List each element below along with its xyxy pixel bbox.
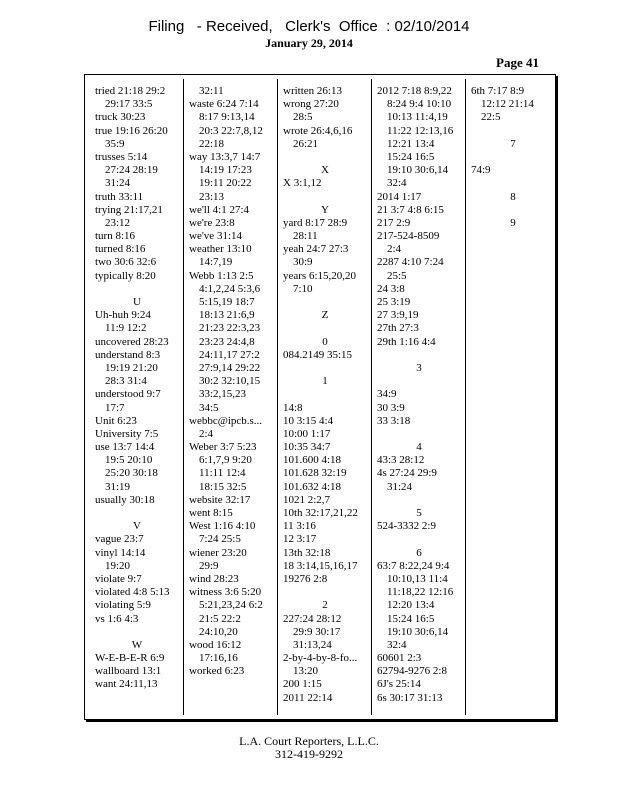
index-entry: 21 3:7 4:8 6:15 bbox=[377, 203, 444, 216]
section-letter-heading: W bbox=[131, 638, 143, 651]
index-entry-continuation: 20:3 22:7,8,12 bbox=[199, 124, 263, 137]
index-entry-continuation: 33:2,15,23 bbox=[199, 388, 247, 401]
index-entry: witness 3:6 5:20 bbox=[189, 586, 262, 599]
index-entry-continuation: 32:4 bbox=[387, 177, 407, 190]
index-entry: years 6:15,20,20 bbox=[283, 269, 357, 282]
index-column-2 bbox=[189, 85, 273, 678]
index-entry: 6J's 25:14 bbox=[377, 678, 421, 691]
blank-line bbox=[283, 362, 367, 375]
index-entry-continuation: 28:5 bbox=[293, 111, 313, 124]
index-entry-continuation: 6:1,7,9 9:20 bbox=[199, 454, 252, 467]
index-entry: weather 13:10 bbox=[189, 243, 252, 256]
blank-line bbox=[471, 204, 555, 217]
index-entry-continuation: 35:9 bbox=[105, 137, 125, 150]
index-entry-continuation: 31:13,24 bbox=[293, 638, 332, 651]
index-entry-continuation: 19:5 20:10 bbox=[105, 454, 153, 467]
index-entry: 200 1:15 bbox=[283, 678, 322, 691]
index-entry: worked 6:23 bbox=[189, 665, 245, 678]
index-entry-continuation: 19:20 bbox=[105, 559, 131, 572]
blank-line bbox=[471, 151, 555, 164]
index-entry: 6s 30:17 31:13 bbox=[377, 691, 443, 704]
index-entry-continuation: 31:19 bbox=[105, 480, 131, 493]
index-entry: wiener 23:20 bbox=[189, 546, 247, 559]
index-entry-continuation: 25:5 bbox=[387, 269, 407, 282]
blank-line bbox=[471, 125, 555, 138]
index-entry-continuation: 15:24 16:5 bbox=[387, 150, 435, 163]
index-entry: 101.628 32:19 bbox=[283, 467, 347, 480]
section-letter-heading: 0 bbox=[322, 335, 328, 348]
index-entry: 62794-9276 2:8 bbox=[377, 665, 447, 678]
index-entry: Weber 3:7 5:23 bbox=[189, 441, 257, 454]
section-letter-heading: 5 bbox=[416, 507, 422, 519]
index-entry: 10:00 1:17 bbox=[283, 427, 331, 440]
index-entry: violated 4:8 5:13 bbox=[95, 586, 170, 599]
index-entry-continuation: 27:24 28:19 bbox=[105, 164, 158, 177]
index-entry: wrong 27:20 bbox=[283, 98, 339, 111]
index-entry: two 30:6 32:6 bbox=[95, 256, 157, 269]
index-entry: 4s 27:24 29:9 bbox=[377, 467, 437, 480]
index-entry-continuation: 23:23 24:4,8 bbox=[199, 335, 255, 348]
index-entry-continuation: 29:9 bbox=[199, 559, 219, 572]
section-letter-heading: 2 bbox=[322, 599, 328, 612]
index-entry-continuation: 14:7,19 bbox=[199, 256, 233, 269]
court-reporter-phone: 312-419-9292 bbox=[275, 747, 343, 761]
section-letter-heading: 8 bbox=[510, 190, 516, 203]
index-entry: 60601 2:3 bbox=[377, 652, 422, 665]
blank-line bbox=[283, 191, 367, 204]
index-entry: trying 21:17,21 bbox=[95, 203, 163, 216]
index-entry: webbc@ipcb.s... bbox=[189, 414, 263, 427]
index-entry-continuation: 25:20 30:18 bbox=[105, 467, 158, 480]
index-entry: 2287 4:10 7:24 bbox=[377, 256, 444, 269]
index-entry-continuation: 19:11 20:22 bbox=[199, 177, 252, 190]
index-entry: Unit 6:23 bbox=[95, 414, 137, 427]
index-entry-continuation: 31:24 bbox=[105, 177, 131, 190]
index-entry: 18 3:14,15,16,17 bbox=[283, 559, 358, 572]
index-entry: uncovered 28:23 bbox=[95, 335, 169, 348]
index-entry-continuation: 24:10,20 bbox=[199, 625, 238, 638]
index-entry: understood 9:7 bbox=[95, 388, 161, 401]
index-entry: vague 23:7 bbox=[95, 533, 144, 546]
index-entry-continuation: 15:24 16:5 bbox=[387, 612, 435, 625]
index-entry: violate 9:7 bbox=[95, 572, 142, 585]
index-entry-continuation: 11:22 12:13,16 bbox=[387, 124, 454, 137]
index-entry-continuation: 7:24 25:5 bbox=[199, 533, 241, 546]
index-entry-continuation: 21:5 22:2 bbox=[199, 612, 241, 625]
index-entry-continuation: 23:13 bbox=[199, 190, 225, 203]
index-entry-continuation: 8:17 9:13,14 bbox=[199, 111, 255, 124]
index-entry: 1021 2:2,7 bbox=[283, 493, 331, 506]
index-entry: X 3:1,12 bbox=[283, 177, 322, 190]
index-entry: violating 5:9 bbox=[95, 599, 151, 612]
index-entry: 24 3:8 bbox=[377, 282, 405, 295]
index-column-5 bbox=[471, 85, 555, 230]
index-entry: 2012 7:18 8:9,22 bbox=[377, 85, 452, 97]
section-letter-heading: 9 bbox=[510, 216, 516, 229]
index-entry: website 32:17 bbox=[189, 493, 251, 506]
blank-line bbox=[377, 428, 461, 441]
index-column-1 bbox=[95, 85, 179, 692]
index-entry: 43:3 28:12 bbox=[377, 454, 425, 467]
blank-line bbox=[95, 626, 179, 639]
index-entry-continuation: 23:12 bbox=[105, 216, 131, 229]
index-entry: 101.632 4:18 bbox=[283, 480, 342, 493]
index-column-3 bbox=[283, 85, 367, 705]
index-entry-continuation: 7:10 bbox=[293, 282, 313, 295]
index-entry: 10:35 34:7 bbox=[283, 441, 331, 454]
index-entry: true 19:16 26:20 bbox=[95, 124, 168, 137]
index-entry-continuation: 18:13 21:6,9 bbox=[199, 309, 255, 322]
index-entry-continuation: 30:9 bbox=[293, 256, 313, 269]
index-entry: 33 3:18 bbox=[377, 414, 411, 427]
index-entry: usually 30:18 bbox=[95, 493, 155, 506]
index-entry-continuation: 12:12 21:14 bbox=[481, 98, 534, 111]
blank-line bbox=[471, 177, 555, 190]
index-entry-continuation: 5:21,23,24 6:2 bbox=[199, 599, 263, 612]
index-page-frame bbox=[84, 74, 556, 720]
index-entry: we've 31:14 bbox=[189, 230, 242, 243]
index-entry-continuation: 10:13 11:4,19 bbox=[387, 111, 448, 124]
section-letter-heading: Z bbox=[321, 309, 329, 322]
index-entry: trusses 5:14 bbox=[95, 150, 148, 163]
index-entry: we'll 4:1 27:4 bbox=[189, 203, 250, 216]
index-entry-continuation: 11:11 12:4 bbox=[199, 467, 246, 480]
index-entry: 227:24 28:12 bbox=[283, 612, 342, 625]
index-entry: 27th 27:3 bbox=[377, 322, 419, 335]
section-letter-heading: 4 bbox=[416, 441, 422, 454]
index-entry-continuation: 17:7 bbox=[105, 401, 125, 414]
blank-line bbox=[377, 533, 461, 546]
index-entry-continuation: 32:11 bbox=[199, 85, 224, 97]
index-entry: 25 3:19 bbox=[377, 296, 411, 308]
index-entry: 2011 22:14 bbox=[283, 691, 333, 704]
blank-line bbox=[283, 296, 367, 309]
index-entry: 10 3:15 4:4 bbox=[283, 414, 334, 427]
section-letter-heading: X bbox=[321, 164, 329, 177]
index-entry-continuation: 32:4 bbox=[387, 638, 407, 651]
index-entry: we're 23:8 bbox=[189, 216, 235, 229]
index-entry-continuation: 22:18 bbox=[199, 137, 225, 150]
index-entry-continuation: 19:19 21:20 bbox=[105, 361, 158, 374]
blank-line bbox=[283, 151, 367, 164]
index-entry-continuation: 14:19 17:23 bbox=[199, 164, 252, 177]
index-entry-continuation: 13:20 bbox=[293, 665, 319, 678]
index-entry: 30 3:9 bbox=[377, 401, 405, 414]
index-entry-continuation: 19:10 30:6,14 bbox=[387, 625, 449, 638]
index-entry: way 13:3,7 14:7 bbox=[189, 150, 261, 163]
index-entry-continuation: 11:18,22 12:16 bbox=[387, 586, 454, 599]
section-letter-heading: 3 bbox=[416, 361, 422, 374]
column-divider bbox=[277, 79, 278, 715]
deposition-date: January 29, 2014 bbox=[265, 36, 353, 50]
index-entry-continuation: 5:15,19 18:7 bbox=[199, 296, 255, 308]
index-entry: turned 8:16 bbox=[95, 243, 146, 256]
index-entry: wallboard 13:1 bbox=[95, 665, 162, 678]
index-entry-continuation: 12:20 13:4 bbox=[387, 599, 435, 612]
index-entry-continuation: 12:21 13:4 bbox=[387, 137, 435, 150]
column-divider bbox=[465, 79, 466, 715]
blank-line bbox=[95, 283, 179, 296]
index-entry-continuation: 2:4 bbox=[387, 243, 402, 256]
index-entry: West 1:16 4:10 bbox=[189, 520, 256, 533]
index-entry: 524-3332 2:9 bbox=[377, 520, 436, 533]
column-divider bbox=[183, 79, 184, 715]
index-entry: 2014 1:17 bbox=[377, 190, 422, 203]
index-entry-continuation: 26:21 bbox=[293, 137, 319, 150]
index-entry: written 26:13 bbox=[283, 85, 342, 97]
index-entry-continuation: 34:5 bbox=[199, 401, 219, 414]
column-divider bbox=[371, 79, 372, 715]
index-entry: 14:8 bbox=[283, 401, 303, 414]
index-entry: yeah 24:7 27:3 bbox=[283, 243, 349, 256]
index-entry: wind 28:23 bbox=[189, 572, 239, 585]
index-entry-continuation: 19:10 30:6,14 bbox=[387, 164, 449, 177]
index-entry: 217-524-8509 bbox=[377, 230, 440, 243]
page-number: Page 41 bbox=[496, 55, 539, 70]
index-entry: waste 6:24 7:14 bbox=[189, 98, 259, 111]
index-entry-continuation: 31:24 bbox=[387, 480, 413, 493]
index-entry-continuation: 4:1,2,24 5:3,6 bbox=[199, 282, 261, 295]
index-entry: Uh-huh 9:24 bbox=[95, 309, 151, 322]
index-entry-continuation: 29:17 33:5 bbox=[105, 98, 153, 111]
blank-line bbox=[283, 388, 367, 401]
index-entry-continuation: 30:2 32:10,15 bbox=[199, 375, 261, 388]
index-entry-continuation: 24:11,17 27:2 bbox=[199, 348, 260, 361]
index-entry: Webb 1:13 2:5 bbox=[189, 269, 254, 282]
index-entry: typically 8:20 bbox=[95, 269, 156, 282]
index-entry: turn 8:16 bbox=[95, 230, 136, 243]
index-entry: went 8:15 bbox=[189, 507, 233, 519]
index-entry: truck 30:23 bbox=[95, 111, 146, 124]
index-entry-continuation: 11:9 12:2 bbox=[105, 322, 147, 335]
section-letter-heading: 1 bbox=[322, 375, 328, 388]
blank-line bbox=[283, 322, 367, 335]
section-letter-heading: Y bbox=[321, 203, 329, 216]
index-entry-continuation: 27:9,14 29:22 bbox=[199, 361, 261, 374]
index-entry: W-E-B-E-R 6:9 bbox=[95, 652, 165, 665]
section-letter-heading: 7 bbox=[510, 137, 516, 150]
blank-line bbox=[377, 349, 461, 362]
index-entry-continuation: 17:16,16 bbox=[199, 652, 238, 665]
index-entry: 101.600 4:18 bbox=[283, 454, 342, 467]
index-entry: 29th 1:16 4:4 bbox=[377, 335, 436, 348]
index-entry: 2-by-4-by-8-fo... bbox=[283, 652, 358, 665]
index-entry: 084.2149 35:15 bbox=[283, 348, 353, 361]
index-entry: vinyl 14:14 bbox=[95, 546, 146, 559]
index-entry: 27 3:9,19 bbox=[377, 309, 419, 322]
filing-stamp: Filing - Received, Clerk's Office : 02/10/2014 bbox=[148, 18, 470, 35]
index-column-4 bbox=[377, 85, 461, 705]
blank-line bbox=[283, 586, 367, 599]
index-entry: 217 2:9 bbox=[377, 216, 411, 229]
index-entry: 34:9 bbox=[377, 388, 397, 401]
index-entry: vs 1:6 4:3 bbox=[95, 612, 139, 625]
blank-line bbox=[95, 507, 179, 520]
index-entry-continuation: 21:23 22:3,23 bbox=[199, 322, 261, 335]
index-entry-continuation: 22:5 bbox=[481, 111, 501, 124]
blank-line bbox=[377, 375, 461, 388]
index-entry: use 13:7 14:4 bbox=[95, 441, 155, 454]
index-entry: wrote 26:4,6,16 bbox=[283, 124, 353, 137]
index-entry: want 24:11,13 bbox=[95, 678, 158, 691]
index-entry: yard 8:17 28:9 bbox=[283, 216, 348, 229]
index-entry: 63:7 8:22,24 9:4 bbox=[377, 559, 450, 572]
index-entry-continuation: 2:4 bbox=[199, 427, 214, 440]
court-reporter-name: L.A. Court Reporters, L.L.C. bbox=[239, 734, 379, 748]
index-entry-continuation: 29:9 30:17 bbox=[293, 625, 341, 638]
index-entry-continuation: 28:3 31:4 bbox=[105, 375, 147, 388]
index-entry: tried 21:18 29:2 bbox=[95, 85, 166, 97]
index-entry: 19276 2:8 bbox=[283, 572, 328, 585]
index-entry: truth 33:11 bbox=[95, 190, 144, 203]
index-entry-continuation: 28:11 bbox=[293, 230, 318, 243]
index-entry-continuation: 8:24 9:4 10:10 bbox=[387, 98, 452, 111]
index-entry: 6th 7:17 8:9 bbox=[471, 85, 525, 97]
section-letter-heading: V bbox=[133, 520, 141, 533]
section-letter-heading: U bbox=[133, 296, 141, 308]
index-entry: 11 3:16 bbox=[283, 520, 316, 533]
index-entry-continuation: 18:15 32:5 bbox=[199, 480, 247, 493]
index-entry: 13th 32:18 bbox=[283, 546, 331, 559]
section-letter-heading: 6 bbox=[416, 546, 422, 559]
index-entry: 12 3:17 bbox=[283, 533, 317, 546]
index-entry: understand 8:3 bbox=[95, 348, 161, 361]
index-entry: wood 16:12 bbox=[189, 638, 242, 651]
blank-line bbox=[377, 494, 461, 507]
index-entry-continuation: 10:10,13 11:4 bbox=[387, 572, 448, 585]
index-entry: University 7:5 bbox=[95, 427, 159, 440]
index-entry: 10th 32:17,21,22 bbox=[283, 507, 358, 519]
index-entry: 74:9 bbox=[471, 164, 491, 177]
